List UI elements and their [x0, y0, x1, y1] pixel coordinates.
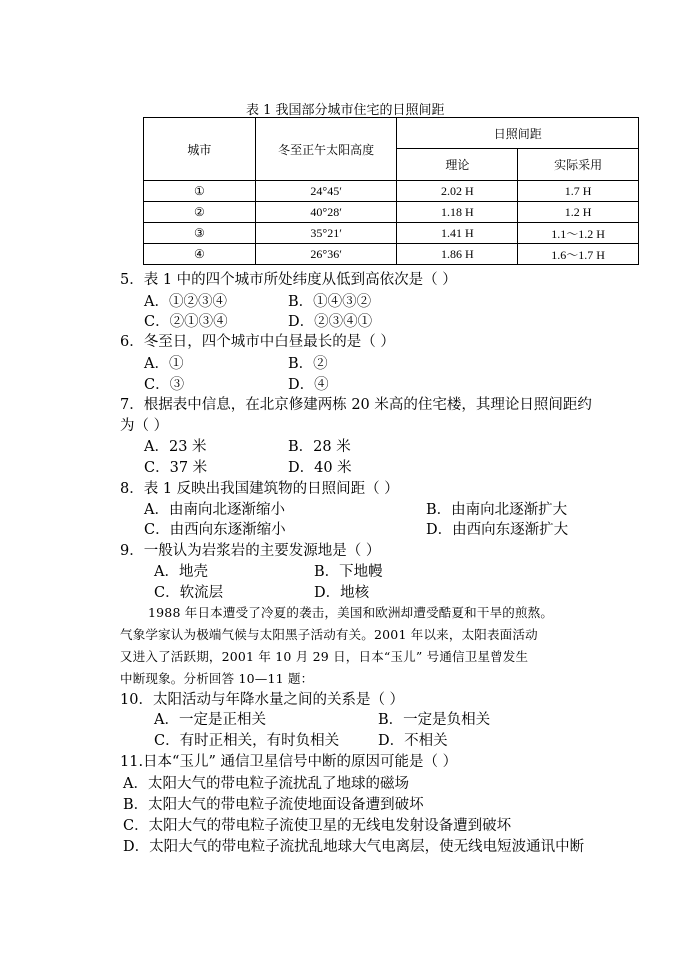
question-6-option-a: A．①: [144, 356, 184, 372]
question-9-option-a: A．地壳: [154, 564, 208, 580]
header-altitude: 冬至正午太阳高度: [255, 118, 397, 181]
passage-line-1: 1988 年日本遭受了冷夏的袭击，美国和欧洲却遭受酷夏和干旱的煎熬。: [148, 605, 554, 620]
header-theory: 理论: [397, 149, 518, 181]
question-10-option-d: D．不相关: [378, 733, 448, 749]
cell-theory: 1.86 H: [397, 244, 518, 265]
question-5-option-a: A．①②③④: [144, 294, 227, 310]
question-6-stem: 6．冬至日，四个城市中白昼最长的是（ ）: [120, 334, 395, 350]
question-6-option-b: B．②: [288, 356, 328, 372]
question-7-option-c: C．37 米: [144, 460, 208, 476]
question-7-option-b: B．28 米: [288, 439, 351, 455]
question-8-option-c: C．由西向东逐渐缩小: [144, 522, 286, 538]
question-8-option-a: A．由南向北逐渐缩小: [144, 502, 285, 518]
cell-altitude: 35°21′: [255, 223, 397, 244]
question-10-option-c: C．有时正相关，有时负相关: [154, 733, 340, 749]
question-11-option-d: D．太阳大气的带电粒子流扰乱地球大气电离层，使无线电短波通讯中断: [123, 839, 585, 855]
question-9-option-d: D．地核: [314, 585, 370, 601]
cell-actual: 1.2 H: [518, 202, 639, 223]
question-6-option-c: C．③: [144, 377, 185, 393]
cell-theory: 2.02 H: [397, 181, 518, 202]
table-row: [144, 181, 639, 202]
question-11-option-b: B．太阳大气的带电粒子流使地面设备遭到破坏: [123, 797, 424, 813]
header-spacing: 日照间距: [397, 118, 639, 149]
table-row: [144, 244, 639, 265]
cell-actual: 1.1～1.2 H: [518, 223, 639, 244]
question-6-option-d: D．④: [288, 377, 329, 393]
question-8-option-b: B．由南向北逐渐扩大: [426, 502, 568, 518]
cell-theory: 1.18 H: [397, 202, 518, 223]
question-9-option-c: C．软流层: [154, 585, 224, 601]
question-7-option-a: A．23 米: [144, 439, 207, 455]
question-7-stem-line2: 为（ ）: [120, 418, 169, 434]
table-caption: 表 1 我国部分城市住宅的日照间距: [246, 103, 445, 118]
question-8-stem: 8．表 1 反映出我国建筑物的日照间距（ ）: [120, 481, 399, 497]
question-9-option-b: B．下地幔: [314, 564, 383, 580]
question-8-option-d: D．由西向东逐渐扩大: [426, 522, 569, 538]
cell-altitude: 26°36′: [255, 244, 397, 265]
question-11-option-c: C．太阳大气的带电粒子流使卫星的无线电发射设备遭到破坏: [123, 818, 512, 834]
sunlight-spacing-table: [143, 117, 639, 265]
question-7-option-d: D．40 米: [288, 460, 352, 476]
question-10-stem: 10．太阳活动与年降水量之间的关系是（ ）: [120, 692, 405, 708]
cell-actual: 1.7 H: [518, 181, 639, 202]
cell-altitude: 24°45′: [255, 181, 397, 202]
question-5-option-d: D．②③④①: [288, 314, 373, 330]
question-5-option-c: C．②①③④: [144, 314, 228, 330]
cell-altitude: 40°28′: [255, 202, 397, 223]
cell-actual: 1.6～1.7 H: [518, 244, 639, 265]
passage-line-2: 气象学家认为极端气候与太阳黑子活动有关。2001 年以来，太阳表面活动: [120, 627, 538, 642]
question-10-option-b: B．一定是负相关: [378, 712, 491, 728]
passage-line-3: 又进入了活跃期，2001 年 10 月 29 日，日本“玉儿” 号通信卫星曾发生: [120, 649, 529, 664]
question-5-stem: 5．表 1 中的四个城市所处纬度从低到高依次是（ ）: [120, 272, 457, 288]
cell-theory: 1.41 H: [397, 223, 518, 244]
question-5-option-b: B．①④③②: [288, 294, 372, 310]
cell-city: ③: [144, 223, 256, 244]
cell-city: ①: [144, 181, 256, 202]
cell-city: ④: [144, 244, 256, 265]
table-row: [144, 202, 639, 223]
header-city: 城市: [144, 118, 256, 181]
question-10-option-a: A．一定是正相关: [154, 712, 266, 728]
question-9-stem: 9．一般认为岩浆岩的主要发源地是（ ）: [120, 543, 381, 559]
table-row: [144, 223, 639, 244]
cell-city: ②: [144, 202, 256, 223]
question-11-option-a: A．太阳大气的带电粒子流扰乱了地球的磁场: [123, 776, 409, 792]
passage-line-4: 中断现象。分析回答 10—11 题：: [120, 671, 314, 686]
question-11-stem: 11.日本“玉儿” 通信卫星信号中断的原因可能是（ ）: [120, 754, 458, 770]
question-7-stem-line1: 7．根据表中信息，在北京修建两栋 20 米高的住宅楼，其理论日照间距约: [120, 397, 592, 413]
header-actual: 实际采用: [518, 149, 639, 181]
